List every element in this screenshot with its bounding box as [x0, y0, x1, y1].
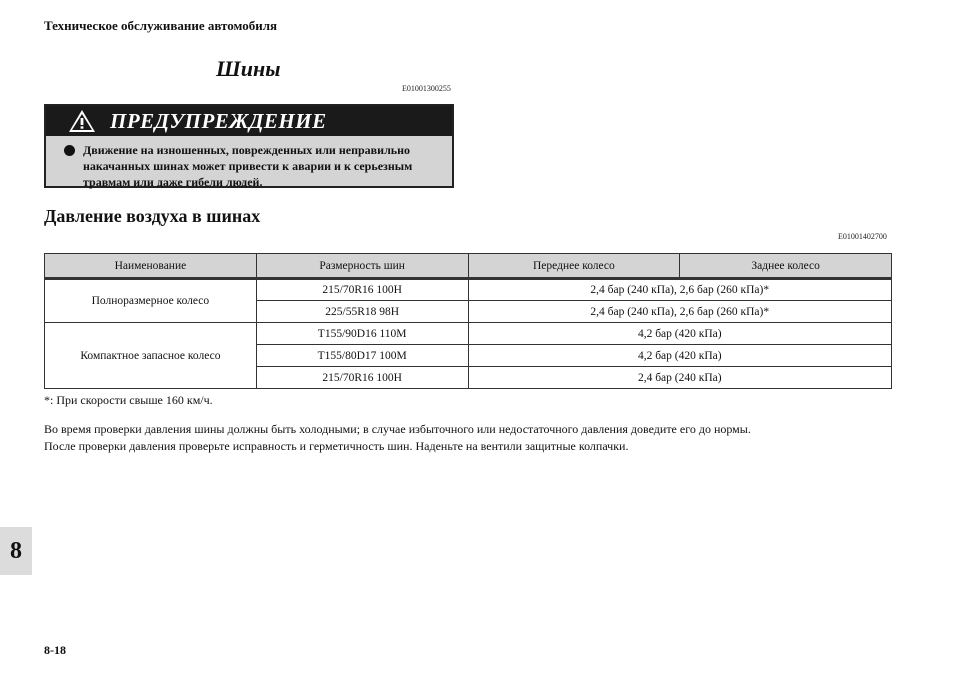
page-number: 8-18 — [44, 643, 66, 657]
tire-pressure: 4,2 бар (420 кПа) — [468, 345, 891, 367]
subsection-code: E01001402700 — [838, 232, 887, 241]
footnote: *: При скорости свыше 160 км/ч. — [44, 393, 213, 407]
tire-pressure: 2,4 бар (240 кПа) — [468, 367, 891, 389]
tire-pressure: 2,4 бар (240 кПа), 2,6 бар (260 кПа)* — [468, 301, 891, 323]
tire-size: T155/90D16 110M — [256, 323, 468, 345]
tire-size: 215/70R16 100H — [256, 367, 468, 389]
warning-text: Движение на изношенных, поврежденных или неправильно накачанных шинах может привести к аварии и к серьезным травмам или даже гибели людей. — [83, 143, 413, 189]
subsection-title: Давление воздуха в шинах — [44, 206, 261, 226]
bullet-icon — [64, 145, 75, 156]
warning-body — [46, 136, 452, 190]
tire-pressure-table — [44, 253, 892, 389]
paragraph-line: После проверки давления проверьте исправность и герметичность шин. Наденьте на вентили защитные колпачки. — [44, 439, 629, 453]
chapter-tab: 8 — [0, 527, 32, 575]
header-size: Размерность шин — [256, 254, 468, 279]
group-name: Полноразмерное колесо — [45, 279, 257, 323]
tire-pressure: 2,4 бар (240 кПа), 2,6 бар (260 кПа)* — [468, 279, 891, 301]
header-rear: Заднее колесо — [680, 254, 892, 279]
header-front: Переднее колесо — [468, 254, 680, 279]
paragraph-line: Во время проверки давления шины должны быть холодными; в случае избыточного или недостаточного давления доведите его до нормы. — [44, 422, 751, 436]
tire-size: 215/70R16 100H — [256, 279, 468, 301]
header-name: Наименование — [45, 254, 257, 279]
warning-title: ПРЕДУПРЕЖДЕНИЕ — [110, 108, 327, 133]
tire-size: 225/55R18 98H — [256, 301, 468, 323]
tire-pressure: 4,2 бар (420 кПа) — [468, 323, 891, 345]
warning-triangle-icon — [68, 109, 96, 133]
table-header-row — [45, 254, 892, 279]
running-header: Техническое обслуживание автомобиля — [44, 18, 278, 33]
section-code: E01001300255 — [402, 84, 451, 93]
group-name: Компактное запасное колесо — [45, 323, 257, 389]
warning-header — [46, 106, 452, 136]
section-title: Шины — [216, 56, 281, 81]
table-row — [45, 279, 892, 301]
warning-box — [44, 104, 454, 188]
table-row — [45, 323, 892, 345]
body-paragraph — [44, 421, 904, 455]
tire-size: T155/80D17 100M — [256, 345, 468, 367]
